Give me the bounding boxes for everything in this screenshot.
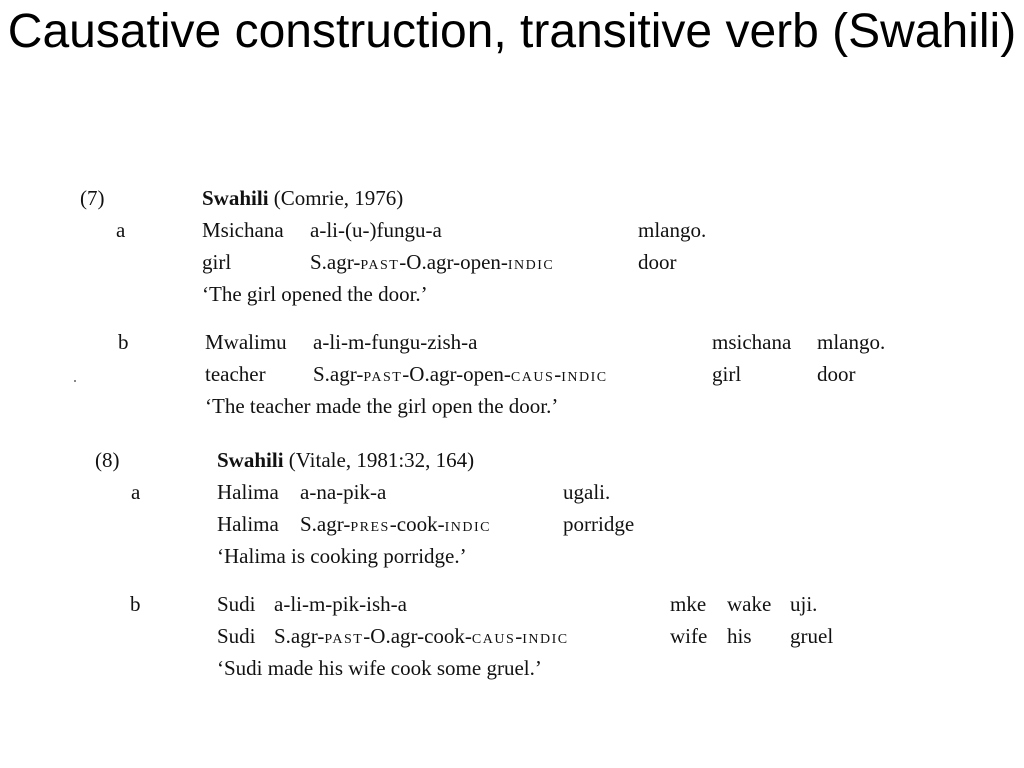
subexample-label: a [131, 480, 141, 504]
swahili-subject: Halima [217, 480, 279, 504]
swahili-verb: a-li-m-fungu-zish-a [313, 330, 478, 354]
gloss-subject: girl [202, 250, 232, 274]
swahili-object: ugali. [563, 480, 611, 504]
swahili-subject: Sudi [217, 592, 256, 616]
slide-title: Causative construction, transitive verb (Swahili) [7, 5, 1017, 58]
gloss-object-1: girl [712, 362, 742, 386]
swahili-object: mlango. [638, 218, 707, 242]
gloss-subject: Halima [217, 512, 279, 536]
example-number: (7) [80, 186, 105, 210]
gloss-verb: S.agr-PAST-O.agr-open-CAUS-INDIC [313, 362, 608, 386]
example-number: (8) [95, 448, 120, 472]
translation: ‘Halima is cooking porridge.’ [217, 544, 467, 568]
gloss-verb: S.agr-PRES-cook-INDIC [300, 512, 491, 536]
swahili-subject: Mwalimu [205, 330, 287, 354]
citation: (Comrie, 1976) [273, 186, 404, 210]
example-heading [217, 448, 474, 472]
swahili-subject: Msichana [202, 218, 284, 242]
gloss-subject: Sudi [217, 624, 256, 648]
swahili-verb: a-li-(u-)fungu-a [310, 218, 442, 242]
swahili-verb: a-li-m-pik-ish-a [274, 592, 407, 616]
gloss-object-1: wife [670, 624, 708, 648]
gloss-object-2: gruel [790, 624, 834, 648]
swahili-object-1: msichana [712, 330, 792, 354]
swahili-object-2: mlango. [817, 330, 886, 354]
citation: (Vitale, 1981:32, 164) [288, 448, 475, 472]
swahili-object-2: uji. [790, 592, 818, 616]
subexample-label: b [130, 592, 141, 616]
swahili-possessive: wake [727, 592, 772, 616]
gloss-possessive: his [727, 624, 752, 648]
gloss-verb: S.agr-PAST-O.agr-open-INDIC [310, 250, 555, 274]
gloss-object-2: door [817, 362, 856, 386]
subexample-label: a [116, 218, 126, 242]
subexample-label: b [118, 330, 129, 354]
language-name: Swahili [217, 448, 284, 472]
translation: ‘The girl opened the door.’ [202, 282, 428, 306]
translation: ‘The teacher made the girl open the door.’ [205, 394, 559, 418]
swahili-object-1: mke [670, 592, 707, 616]
gloss-object: porridge [563, 512, 635, 536]
scan-speck [74, 380, 76, 382]
gloss-subject: teacher [205, 362, 266, 386]
swahili-verb: a-na-pik-a [300, 480, 387, 504]
gloss-object: door [638, 250, 677, 274]
translation: ‘Sudi made his wife cook some gruel.’ [217, 656, 542, 680]
gloss-verb: S.agr-PAST-O.agr-cook-CAUS-INDIC [274, 624, 569, 648]
language-name: Swahili [202, 186, 269, 210]
